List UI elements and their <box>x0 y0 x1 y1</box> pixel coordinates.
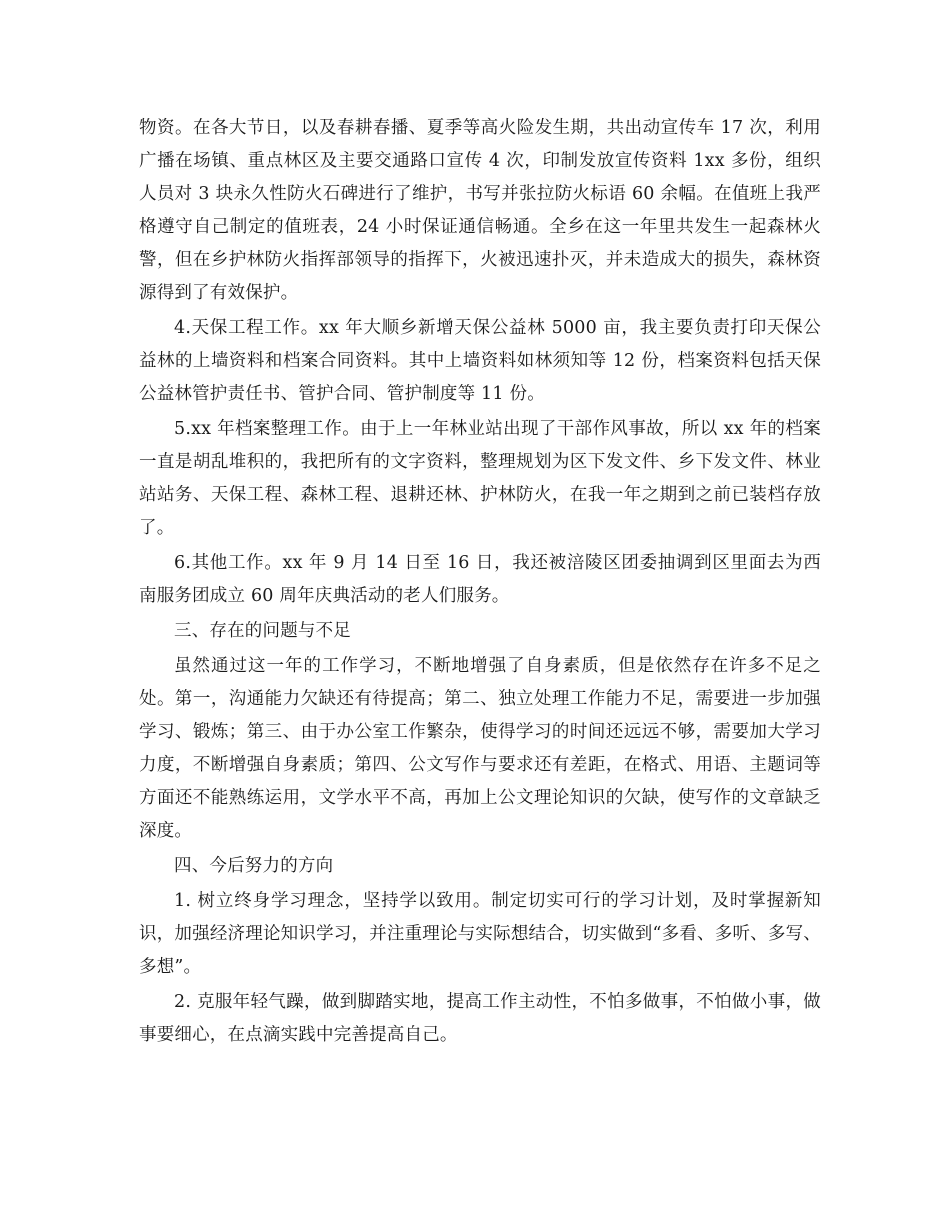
paragraph-archive-work: 5.xx 年档案整理工作。由于上一年林业站出现了干部作风事故，所以 xx 年的档案一直是胡乱堆积的，我把所有的文字资料，整理规划为区下发文件、乡下发文件、林业站站务、天保工程、森林工程、退耕还林、护林防火，在我一年之期到之前已装档存放了。 <box>139 419 821 538</box>
paragraph-direction-1: 1. 树立终身学习理念，坚持学以致用。制定切实可行的学习计划，及时掌握新知识，加强经济理论知识学习，并注重理论与实际想结合，切实做到“多看、多听、多写、多想”。 <box>139 891 821 977</box>
paragraph-direction-2: 2. 克服年轻气躁，做到脚踏实地，提高工作主动性，不怕多做事，不怕做小事，做事要细心，在点滴实践中完善提高自己。 <box>139 992 821 1045</box>
paragraph-other-work: 6.其他工作。xx 年 9 月 14 日至 16 日，我还被涪陵区团委抽调到区里面去为西南服务团成立 60 周年庆典活动的老人们服务。 <box>139 553 821 606</box>
paragraph-tianbao-project: 4.天保工程工作。xx 年大顺乡新增天保公益林 5000 亩，我主要负责打印天保公益林的上墙资料和档案合同资料。其中上墙资料如林须知等 12 份，档案资料包括天保公益林管护责任书、管护合同、管护制度等 11 份。 <box>139 318 821 404</box>
paragraph-problems: 虽然通过这一年的工作学习，不断地增强了自身素质，但是依然存在许多不足之处。第一，沟通能力欠缺还有待提高；第二、独立处理工作能力不足，需要进一步加强学习、锻炼；第三、由于办公室工作繁杂，使得学习的时间还远远不够，需要加大学习力度，不断增强自身素质；第四、公文写作与要求还有差距，在格式、用语、主题词等方面还不能熟练运用，文学水平不高，再加上公文理论知识的欠缺，使写作的文章缺乏深度。 <box>139 656 821 841</box>
section-heading-problems: 三、存在的问题与不足 <box>174 621 351 641</box>
paragraph-continuation: 物资。在各大节日，以及春耕春播、夏季等高火险发生期，共出动宣传车 17 次，利用广播在场镇、重点林区及主要交通路口宣传 4 次，印制发放宣传资料 1xx 多份，组织人员对 3 块永久性防火石碑进行了维护，书写并张拉防火标语 60 余幅。在值班上我严格遵守自己制定的值班表，24 小时保证通信畅通。全乡在这一年里共发生一起森林火警，但在乡护林防火指挥部领导的指挥下，火被迅速扑灭，并未造成大的损失，森林资源得到了有效保护。 <box>139 118 821 303</box>
document-body <box>139 112 821 1054</box>
section-heading-direction: 四、今后努力的方向 <box>174 856 334 876</box>
